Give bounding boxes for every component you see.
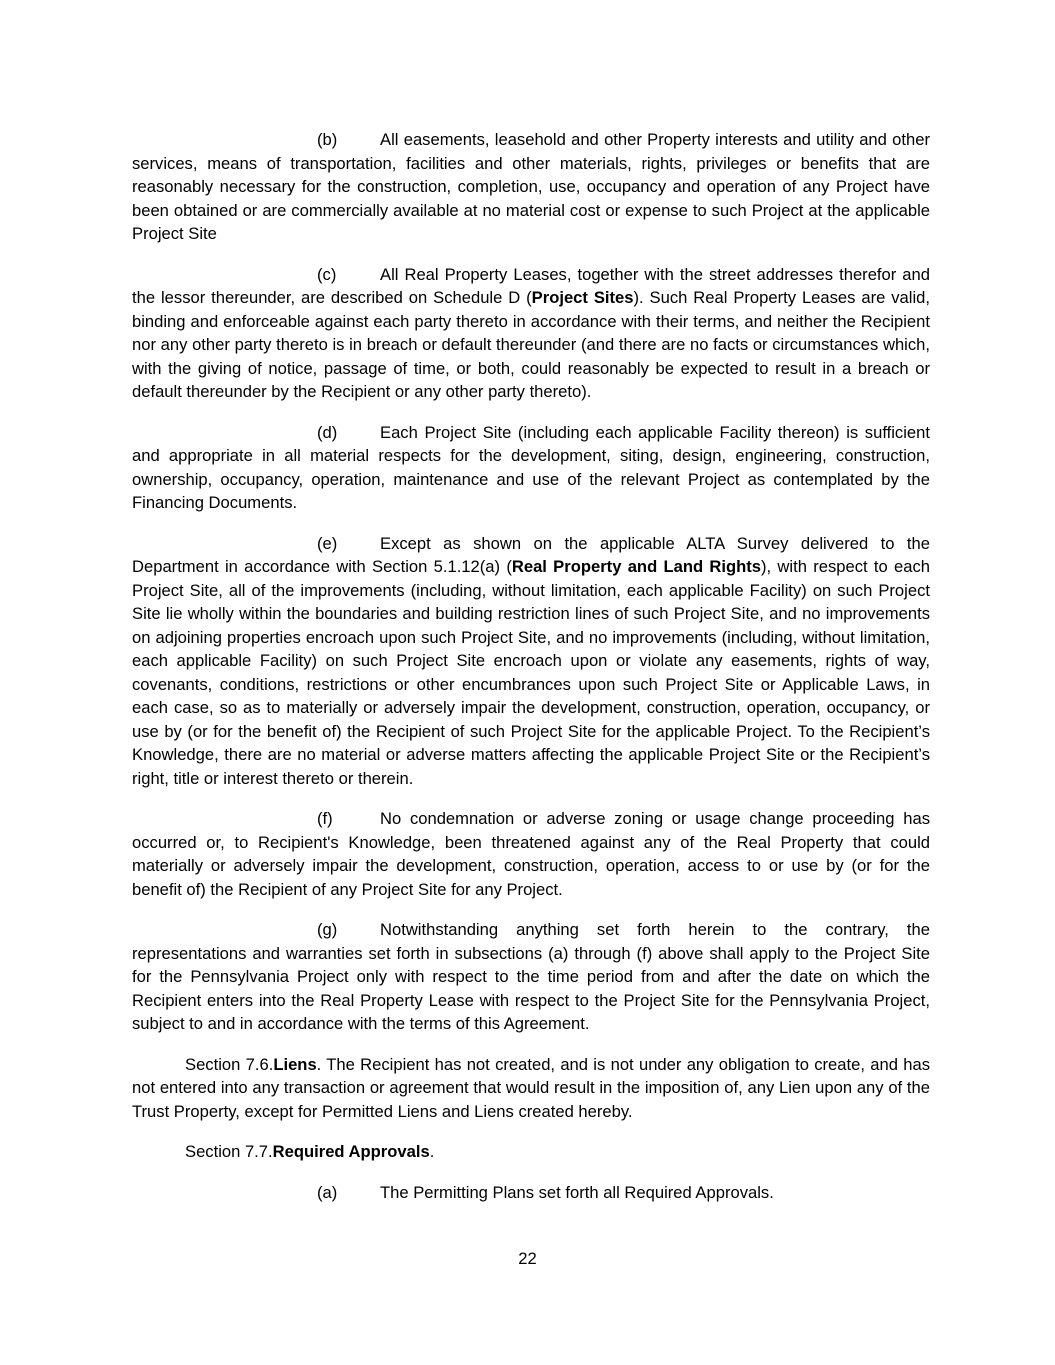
text-segment: Except as shown on the applicable ALTA Survey delivered to the Department in accordance with Section 5.1.12(a) ( xyxy=(132,533,930,576)
text-segment: All Real Property Leases, together with the street addresses therefor and the lessor thereunder, are described on Schedule D ( xyxy=(132,264,930,307)
text-segment: No condemnation or adverse zoning or usage change proceeding has occurred or, to Recipient's Knowledge, been threatened against any of the Real Property that could materially or adversely impair the development, construction, operation, access to or use by (or for the benefit of) the Recipient of any Project Site for any Project. xyxy=(132,809,930,899)
paragraph-f xyxy=(132,807,930,901)
paragraph-d xyxy=(132,421,930,515)
paragraph-label: (e) xyxy=(317,533,338,553)
text-segment: Notwithstanding anything set forth herein to the contrary, the representations and warranties set forth in subsections (a) through (f) above shall apply to the Project Site for the Pennsylvania Project only with respect to the time period from and after the date on which the Recipient enters into the Real Property Lease with respect to the Project Site for the Pennsylvania Project, subject to and in accordance with the terms of this Agreement. xyxy=(132,920,930,1033)
text-segment: Section 7.6. xyxy=(185,1054,274,1074)
text-segment: Section 7.7. xyxy=(185,1142,273,1161)
paragraph-e xyxy=(132,532,930,791)
text-segment-bold: Liens xyxy=(273,1054,317,1074)
paragraph-label: (g) xyxy=(317,920,338,939)
section-7-6-liens xyxy=(132,1053,930,1124)
paragraph-label: (b) xyxy=(317,130,338,149)
page-footer xyxy=(0,1247,1055,1271)
paragraph-c xyxy=(132,263,930,404)
text-segment: ), with respect to each Project Site, all of the improvements (including, without limitation, each applicable Facility) on such Project Site lie wholly within the boundaries and building restriction lines of such Project Site, and no improvements on adjoining properties encroach upon such Project Site, and no improvements (including, without limitation, each applicable Facility) on such Project Site encroach upon or violate any easements, rights of way, covenants, conditions, restrictions or other encumbrances upon such Project Site or Applicable Laws, in each case, so as to materially or adversely impair the development, construction, operation, occupancy, or use by (or for the benefit of) the Recipient of such Project Site for the applicable Project. To the Recipient’s Knowledge, there are no material or adverse matters affecting the applicable Project Site or the Recipient’s right, title or interest thereto or therein. xyxy=(132,557,931,788)
text-segment: . The Recipient has not created, and is not under any obligation to create, and has not entered into any transaction or agreement that would result in the imposition of, any Lien upon any of the Trust Property, except for Permitted Liens and Liens created hereby. xyxy=(132,1054,930,1121)
paragraph-a xyxy=(132,1181,930,1205)
paragraph-label: (a) xyxy=(317,1182,338,1202)
paragraph-label: (d) xyxy=(317,422,338,442)
text-segment: The Permitting Plans set forth all Required Approvals. xyxy=(380,1182,774,1202)
text-segment-bold: Required Approvals xyxy=(272,1142,430,1161)
document-body xyxy=(132,128,930,1221)
paragraph-g xyxy=(132,918,930,1036)
text-segment-bold: Project Sites xyxy=(531,288,634,307)
text-segment-bold: Real Property and Land Rights xyxy=(511,557,762,576)
text-segment: . xyxy=(429,1142,435,1161)
text-segment: Each Project Site (including each applicable Facility thereon) is sufficient and appropriate in all material respects for the development, siting, design, engineering, construction, ownership, occupancy, operation, maintenance and use of the relevant Project as contemplated by the Financing Documents. xyxy=(132,422,930,512)
text-segment: All easements, leasehold and other Property interests and utility and other services, means of transportation, facilities and other materials, rights, privileges or benefits that are reasonably necessary for the construction, completion, use, occupancy and operation of any Project have been obtained or are commercially available at no material cost or expense to such Project at the applicable Project Site xyxy=(132,130,930,243)
paragraph-label: (f) xyxy=(317,809,333,828)
section-7-7-required-approvals xyxy=(132,1140,930,1164)
paragraph-b xyxy=(132,128,930,246)
paragraph-label: (c) xyxy=(317,264,337,284)
text-segment: ). Such Real Property Leases are valid, binding and enforceable against each party thereto in accordance with their terms, and neither the Recipient nor any other party thereto is in breach or default thereunder (and there are no facts or circumstances which, with the giving of notice, passage of time, or both, could reasonably be expected to result in a breach or default thereunder by the Recipient or any other party thereto). xyxy=(132,288,930,401)
page-number: 22 xyxy=(518,1249,537,1268)
